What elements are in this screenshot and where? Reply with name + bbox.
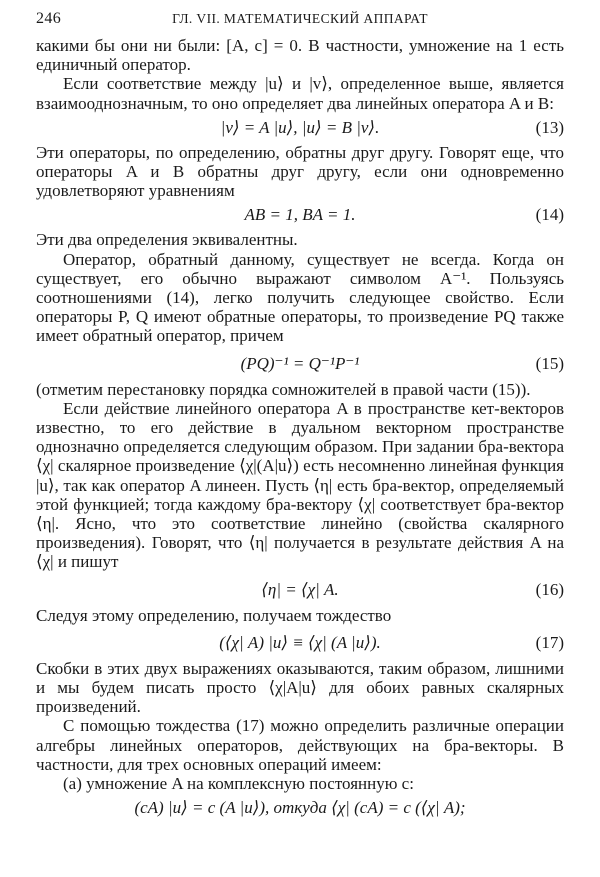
equation-14-number: (14) xyxy=(535,205,564,225)
equation-16-formula: ⟨η| = ⟨χ| A. xyxy=(261,579,339,599)
equation-17-formula: (⟨χ| A) |u⟩ ≡ ⟨χ| (A |u⟩). xyxy=(219,632,381,652)
equation-13 xyxy=(36,113,564,143)
paragraph-1: какими бы они ни были: [A, c] = 0. В частности, умножение на 1 есть единичный оператор. xyxy=(36,36,564,75)
paragraph-7: Если действие линейного оператора A в пространстве кет-векторов известно, то его действие в дуальном векторном пространстве однозначно определяется следующим образом. При задании бра-вектора ⟨χ| скалярное произведение ⟨χ|(A|u⟩) есть несомненно линейная функция |u⟩, так как оператор A линеен. Пусть ⟨η| есть бра-вектор, определяемый этой функцией; тогда каждому бра-вектору ⟨χ| соответствует бра-вектор ⟨η|. Ясно, что это соответствие линейно (свойства скалярного произведения). Говорят, что ⟨η| получается в результате действия A на ⟨χ| и пишут xyxy=(36,398,564,572)
paragraph-10: С помощью тождества (17) можно определить различные операции алгебры линейных операторов, действующих на бра-векторы. В частности, для трех основных операций имеем: xyxy=(36,716,564,774)
paragraph-3: Эти операторы, по определению, обратны друг другу. Говорят еще, что операторы A и B обратны друг другу, если они одновременно удовлетворяют уравнениям xyxy=(36,142,564,201)
equation-14 xyxy=(36,200,564,230)
equation-15-formula: (PQ)⁻¹ = Q⁻¹P⁻¹ xyxy=(240,353,360,373)
equation-last xyxy=(36,793,564,823)
paragraph-4: Эти два определения эквивалентны. xyxy=(36,230,298,250)
equation-17-number: (17) xyxy=(535,632,564,652)
equation-16-number: (16) xyxy=(535,579,564,599)
page-number: 246 xyxy=(36,10,62,27)
equation-15-number: (15) xyxy=(535,353,564,373)
paragraph-5: Оператор, обратный данному, существует не всегда. Когда он существует, его обычно выражают символом A⁻¹. Пользуясь соотношениями (14), легко получить следующее свойство. Если операторы P, Q имеют обратные операторы, то произведение PQ также имеет обратный оператор, причем xyxy=(36,249,564,346)
paragraph-9: Скобки в этих двух выражениях оказываются, таким образом, лишними и мы будем писать просто ⟨χ|A|u⟩ для обоих равных скалярных произведений. xyxy=(36,658,564,717)
equation-15 xyxy=(36,346,564,380)
running-title: ГЛ. VII. МАТЕМАТИЧЕСКИЙ АППАРАТ xyxy=(172,11,428,26)
equation-16 xyxy=(36,572,564,606)
paragraph-2: Если соответствие между |u⟩ и |v⟩, определенное выше, является взаимооднозначным, то оно определяет два линейных оператора A и B: xyxy=(36,74,564,113)
paragraph-8: Следуя этому определению, получаем тождество xyxy=(36,605,392,625)
equation-17 xyxy=(36,625,564,659)
paragraph-11: (а) умножение A на комплексную постоянную c: xyxy=(63,774,414,794)
equation-last-formula: (cA) |u⟩ = c (A |u⟩), откуда ⟨χ| (cA) = c (⟨χ| A); xyxy=(134,798,466,818)
equation-14-formula: AB = 1, BA = 1. xyxy=(244,205,356,225)
paragraph-6: (отметим перестановку порядка сомножителей в правой части (15)). xyxy=(36,379,531,399)
page-header xyxy=(36,10,564,36)
equation-13-formula: |v⟩ = A |u⟩, |u⟩ = B |v⟩. xyxy=(220,117,380,137)
equation-13-number: (13) xyxy=(535,117,564,137)
